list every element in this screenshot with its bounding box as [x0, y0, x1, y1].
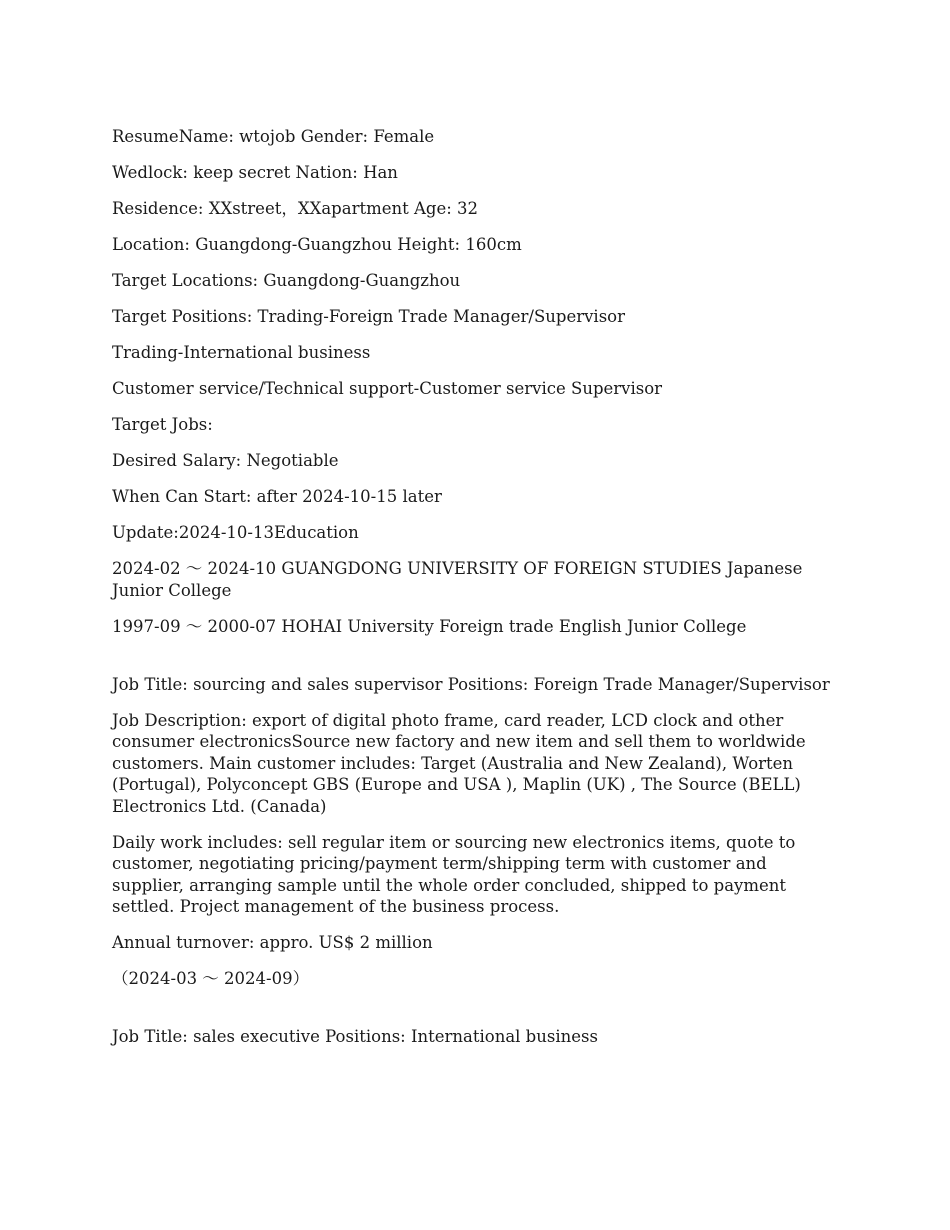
- target-locations: Target Locations: Guangdong-Guangzhou: [112, 271, 461, 290]
- target-position-3: Customer service/Technical support-Customer service Supervisor: [112, 379, 663, 398]
- residence-age: Residence: XXstreet，XXapartment Age: 32: [112, 199, 479, 218]
- target-position-2: Trading-International business: [112, 343, 371, 362]
- job1-daily-work: Daily work includes: sell regular item or sourcing new electronics items, quote to customer, negotiating pricing/payment term/shipping term with customer and supplier, arranging sample until the whole order concluded, shipped to payment settled. Project management of the business process.: [112, 832, 796, 916]
- resume-name-gender: ResumeName: wtojob Gender: Female: [112, 127, 435, 146]
- section-spacer: [112, 652, 842, 674]
- start-date: When Can Start: after 2024-10-15 later: [112, 487, 442, 506]
- job1-period: （2024-03 ～ 2024-09）: [112, 969, 310, 988]
- education-entry-1: 2024-02 ～ 2024-10 GUANGDONG UNIVERSITY OF FOREIGN STUDIES Japanese Junior College: [112, 559, 803, 600]
- target-positions: Target Positions: Trading-Foreign Trade Manager/Supervisor: [112, 307, 625, 326]
- job1-turnover: Annual turnover: appro. US$ 2 million: [112, 933, 433, 952]
- target-jobs: Target Jobs:: [112, 415, 213, 434]
- job1-title: Job Title: sourcing and sales supervisor Positions: Foreign Trade Manager/Supervisor: [112, 674, 830, 694]
- resume-document: [112, 126, 842, 1062]
- wedlock-nation: Wedlock: keep secret Nation: Han: [112, 163, 398, 182]
- desired-salary: Desired Salary: Negotiable: [112, 451, 339, 470]
- education-entry-2: 1997-09 ～ 2000-07 HOHAI University Foreign trade English Junior College: [112, 616, 747, 636]
- update-education: Update:2024-10-13Education: [112, 523, 359, 542]
- job1-description: Job Description: export of digital photo frame, card reader, LCD clock and other consumer electronicsSource new factory and new item and sell them to worldwide customers. Main customer includes: Target (Australia and New Zealand), Worten (Portugal), Polyconcept GBS (Europe and USA ), Maplin (UK) , The Source (BELL) Electronics Ltd. (Canada): [112, 710, 806, 816]
- section-spacer: [112, 1004, 842, 1026]
- job2-title: Job Title: sales executive Positions: International business: [112, 1027, 598, 1046]
- location-height: Location: Guangdong-Guangzhou Height: 160cm: [112, 235, 522, 254]
